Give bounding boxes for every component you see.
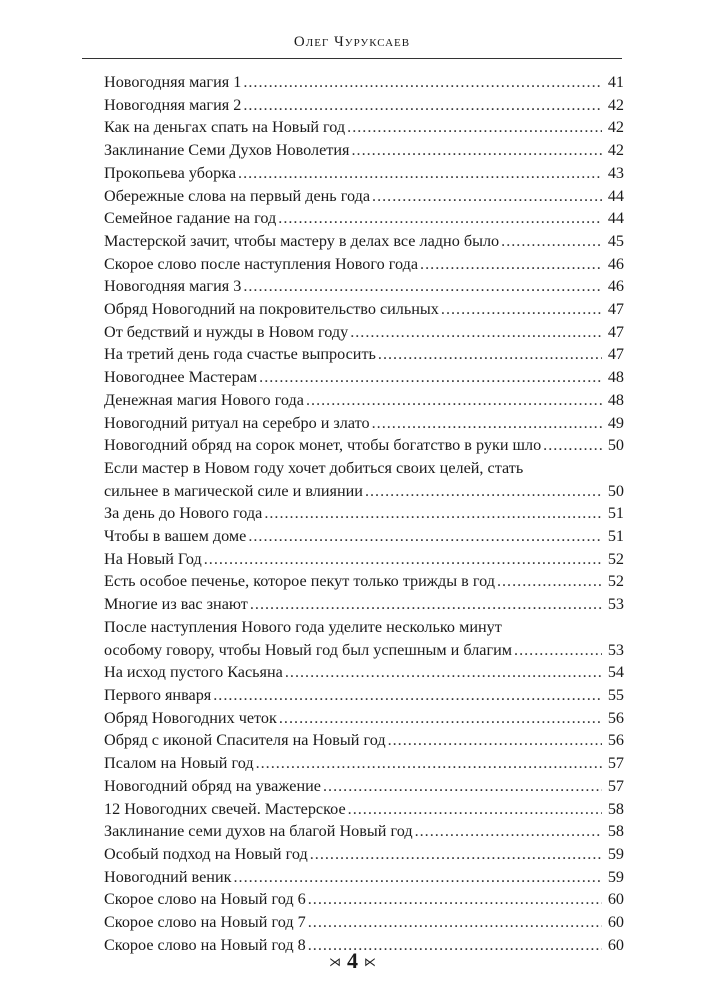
toc-entry-page: 57 — [607, 754, 624, 773]
toc-entry-title: Заклинание Семи Духов Новолетия — [104, 141, 350, 160]
toc-entry-page: 45 — [607, 231, 624, 250]
toc-entry — [104, 343, 624, 366]
toc-entry-title: Новогодний веник — [104, 867, 232, 886]
toc-entry-page: 51 — [607, 504, 624, 523]
dot-leader — [259, 366, 602, 389]
toc-entry-page: 47 — [607, 345, 624, 364]
toc-entry-page: 53 — [607, 640, 624, 659]
toc-entry — [104, 389, 624, 412]
dot-leader — [308, 888, 602, 911]
toc-entry-page: 59 — [607, 867, 624, 886]
toc-entry-title: Новогодний ритуал на серебро и злато — [104, 413, 370, 432]
ornament-left-icon: ⋊ — [329, 955, 341, 970]
dot-leader — [420, 253, 602, 276]
toc-entry-title: Многие из вас знают — [104, 595, 248, 614]
toc-entry-title: На исход пустого Касьяна — [104, 663, 283, 682]
toc-entry-page: 48 — [607, 368, 624, 387]
ornament-right-icon: ⋉ — [364, 955, 376, 970]
dot-leader — [365, 480, 602, 503]
dot-leader — [233, 866, 602, 889]
toc-entry-page: 58 — [607, 799, 624, 818]
table-of-contents — [104, 71, 624, 956]
toc-entry-title: Заклинание семи духов на благой Новый год — [104, 822, 413, 841]
toc-entry — [104, 548, 624, 571]
toc-entry — [104, 684, 624, 707]
toc-entry-title: Скорое слово после наступления Нового года — [104, 254, 419, 273]
dot-leader — [256, 752, 602, 775]
toc-entry — [104, 502, 624, 525]
toc-entry-page: 48 — [607, 390, 624, 409]
toc-entry-page: 58 — [607, 822, 624, 841]
toc-entry-page: 42 — [607, 141, 624, 160]
dot-leader — [372, 185, 602, 208]
toc-entry-page: 56 — [607, 708, 624, 727]
dot-leader — [348, 798, 602, 821]
page-number: 4 — [347, 948, 358, 973]
toc-entry-title: На Новый Год — [104, 549, 202, 568]
toc-entry-title: 12 Новогодних свечей. Мастерское — [104, 799, 346, 818]
toc-entry — [104, 230, 624, 253]
page-footer — [0, 948, 705, 974]
dot-leader — [323, 775, 602, 798]
toc-entry — [104, 707, 624, 730]
toc-entry-page: 51 — [607, 527, 624, 546]
toc-entry-title: особому говору, чтобы Новый год был успешным и благим — [104, 640, 513, 659]
dot-leader — [308, 911, 602, 934]
toc-entry — [104, 593, 624, 616]
toc-entry-page: 55 — [607, 685, 624, 704]
dot-leader — [310, 843, 602, 866]
toc-entry-title: Мастерской зачит, чтобы мастеру в делах все ладно было — [104, 231, 500, 250]
toc-entry-page: 57 — [607, 776, 624, 795]
toc-entry-page: 52 — [607, 549, 624, 568]
toc-entry — [104, 888, 624, 911]
toc-entry — [104, 207, 624, 230]
toc-entry-title: Обряд Новогодний на покровительство сильных — [104, 300, 439, 319]
toc-entry-page: 42 — [607, 118, 624, 137]
toc-entry-page: 47 — [607, 300, 624, 319]
toc-entry-page: 54 — [607, 663, 624, 682]
toc-entry-page: 60 — [607, 913, 624, 932]
toc-entry-page: 46 — [607, 254, 624, 273]
toc-entry — [104, 71, 624, 94]
dot-leader — [378, 343, 602, 366]
toc-entry-title: Новогоднее Мастерам — [104, 368, 258, 387]
toc-entry — [104, 275, 624, 298]
dot-leader — [415, 820, 602, 843]
toc-entry — [104, 911, 624, 934]
toc-entry — [104, 775, 624, 798]
toc-entry — [104, 366, 624, 389]
toc-entry — [104, 116, 624, 139]
toc-entry-page: 41 — [607, 73, 624, 91]
toc-entry-title: Скорое слово на Новый год 7 — [104, 913, 306, 932]
toc-entry-title: Псалом на Новый год — [104, 754, 254, 773]
toc-entry — [104, 298, 624, 321]
toc-entry-title: Денежная магия Нового года — [104, 390, 304, 409]
header-rule — [82, 58, 622, 59]
toc-entry-page: 49 — [607, 413, 624, 432]
dot-leader — [279, 707, 602, 730]
dot-leader — [351, 139, 602, 162]
toc-entry-title: Скорое слово на Новый год 6 — [104, 890, 306, 909]
toc-entry — [104, 253, 624, 276]
toc-entry-title: Особый подход на Новый год — [104, 844, 308, 863]
toc-entry — [104, 570, 624, 593]
toc-entry-title: Новогодний обряд на сорок монет, чтобы богатство в руки шло — [104, 436, 542, 455]
toc-entry-title-line: После наступления Нового года уделите несколько минут — [104, 617, 502, 636]
toc-entry — [104, 820, 624, 843]
toc-entry-title: сильнее в магической силе и влиянии — [104, 481, 363, 500]
toc-entry — [104, 139, 624, 162]
running-header-author: Олег Чуруксаев — [293, 34, 411, 50]
toc-entry-title: От бедствий и нужды в Новом году — [104, 322, 349, 341]
toc-entry-page: 53 — [607, 595, 624, 614]
toc-entry — [104, 525, 624, 548]
toc-entry — [104, 752, 624, 775]
toc-entry-title: Чтобы в вашем доме — [104, 527, 247, 546]
toc-entry-title: Есть особое печенье, которое пекут только трижды в год — [104, 572, 495, 591]
toc-entry-title: На третий день года счастье выпросить — [104, 345, 376, 364]
toc-entry-title: Новогодняя магия 3 — [104, 277, 242, 296]
toc-entry — [104, 321, 624, 344]
toc-entry-title: Семейное гадание на год — [104, 209, 277, 228]
toc-entry-page: 46 — [607, 277, 624, 296]
toc-entry-title: Обережные слова на первый день года — [104, 186, 371, 205]
toc-entry — [104, 185, 624, 208]
toc-entry-page: 60 — [607, 890, 624, 909]
dot-leader — [278, 207, 602, 230]
toc-entry-page: 59 — [607, 844, 624, 863]
dot-leader — [497, 570, 602, 593]
toc-entry-page: 47 — [607, 322, 624, 341]
toc-entry-title: Новогодняя магия 2 — [104, 95, 242, 114]
dot-leader — [243, 275, 602, 298]
toc-entry — [104, 457, 624, 502]
toc-entry-page: 50 — [607, 481, 624, 500]
toc-entry-page: 43 — [607, 163, 624, 182]
toc-entry — [104, 661, 624, 684]
toc-entry — [104, 616, 624, 661]
toc-entry-title: Как на деньгах спать на Новый год — [104, 118, 346, 137]
dot-leader — [248, 525, 602, 548]
toc-entry-page: 60 — [607, 935, 624, 954]
dot-leader — [388, 729, 602, 752]
toc-entry-page: 44 — [607, 209, 624, 228]
toc-entry-page: 50 — [607, 436, 624, 455]
dot-leader — [306, 389, 602, 412]
toc-entry-page: 44 — [607, 186, 624, 205]
toc-entry-title-line: Если мастер в Новом году хочет добиться своих целей, стать — [104, 458, 524, 477]
dot-leader — [441, 298, 602, 321]
dot-leader — [250, 593, 602, 616]
toc-entry-title: Скорое слово на Новый год 8 — [104, 935, 306, 954]
toc-entry-title: За день до Нового года — [104, 504, 263, 523]
dot-leader — [372, 412, 602, 435]
dot-leader — [238, 162, 602, 185]
toc-entry-page: 52 — [607, 572, 624, 591]
dot-leader — [347, 116, 602, 139]
dot-leader — [514, 639, 602, 662]
toc-entry — [104, 729, 624, 752]
dot-leader — [543, 434, 602, 457]
toc-entry — [104, 798, 624, 821]
toc-entry-title: Обряд с иконой Спасителя на Новый год — [104, 731, 386, 750]
toc-entry-title: Новогодняя магия 1 — [104, 73, 242, 91]
dot-leader — [285, 661, 602, 684]
toc-entry-title: Обряд Новогодних четок — [104, 708, 277, 727]
dot-leader — [204, 548, 602, 571]
toc-entry-page: 42 — [607, 95, 624, 114]
dot-leader — [243, 71, 602, 94]
toc-entry — [104, 162, 624, 185]
toc-entry-title: Первого января — [104, 685, 212, 704]
toc-entry — [104, 866, 624, 889]
toc-entry-title: Прокопьева уборка — [104, 163, 237, 182]
dot-leader — [501, 230, 602, 253]
dot-leader — [243, 94, 602, 117]
toc-entry-page: 56 — [607, 731, 624, 750]
dot-leader — [213, 684, 602, 707]
toc-entry — [104, 94, 624, 117]
dot-leader — [264, 502, 602, 525]
toc-entry-title: Новогодний обряд на уважение — [104, 776, 321, 795]
toc-entry — [104, 843, 624, 866]
dot-leader — [350, 321, 602, 344]
toc-entry — [104, 412, 624, 435]
toc-entry — [104, 434, 624, 457]
